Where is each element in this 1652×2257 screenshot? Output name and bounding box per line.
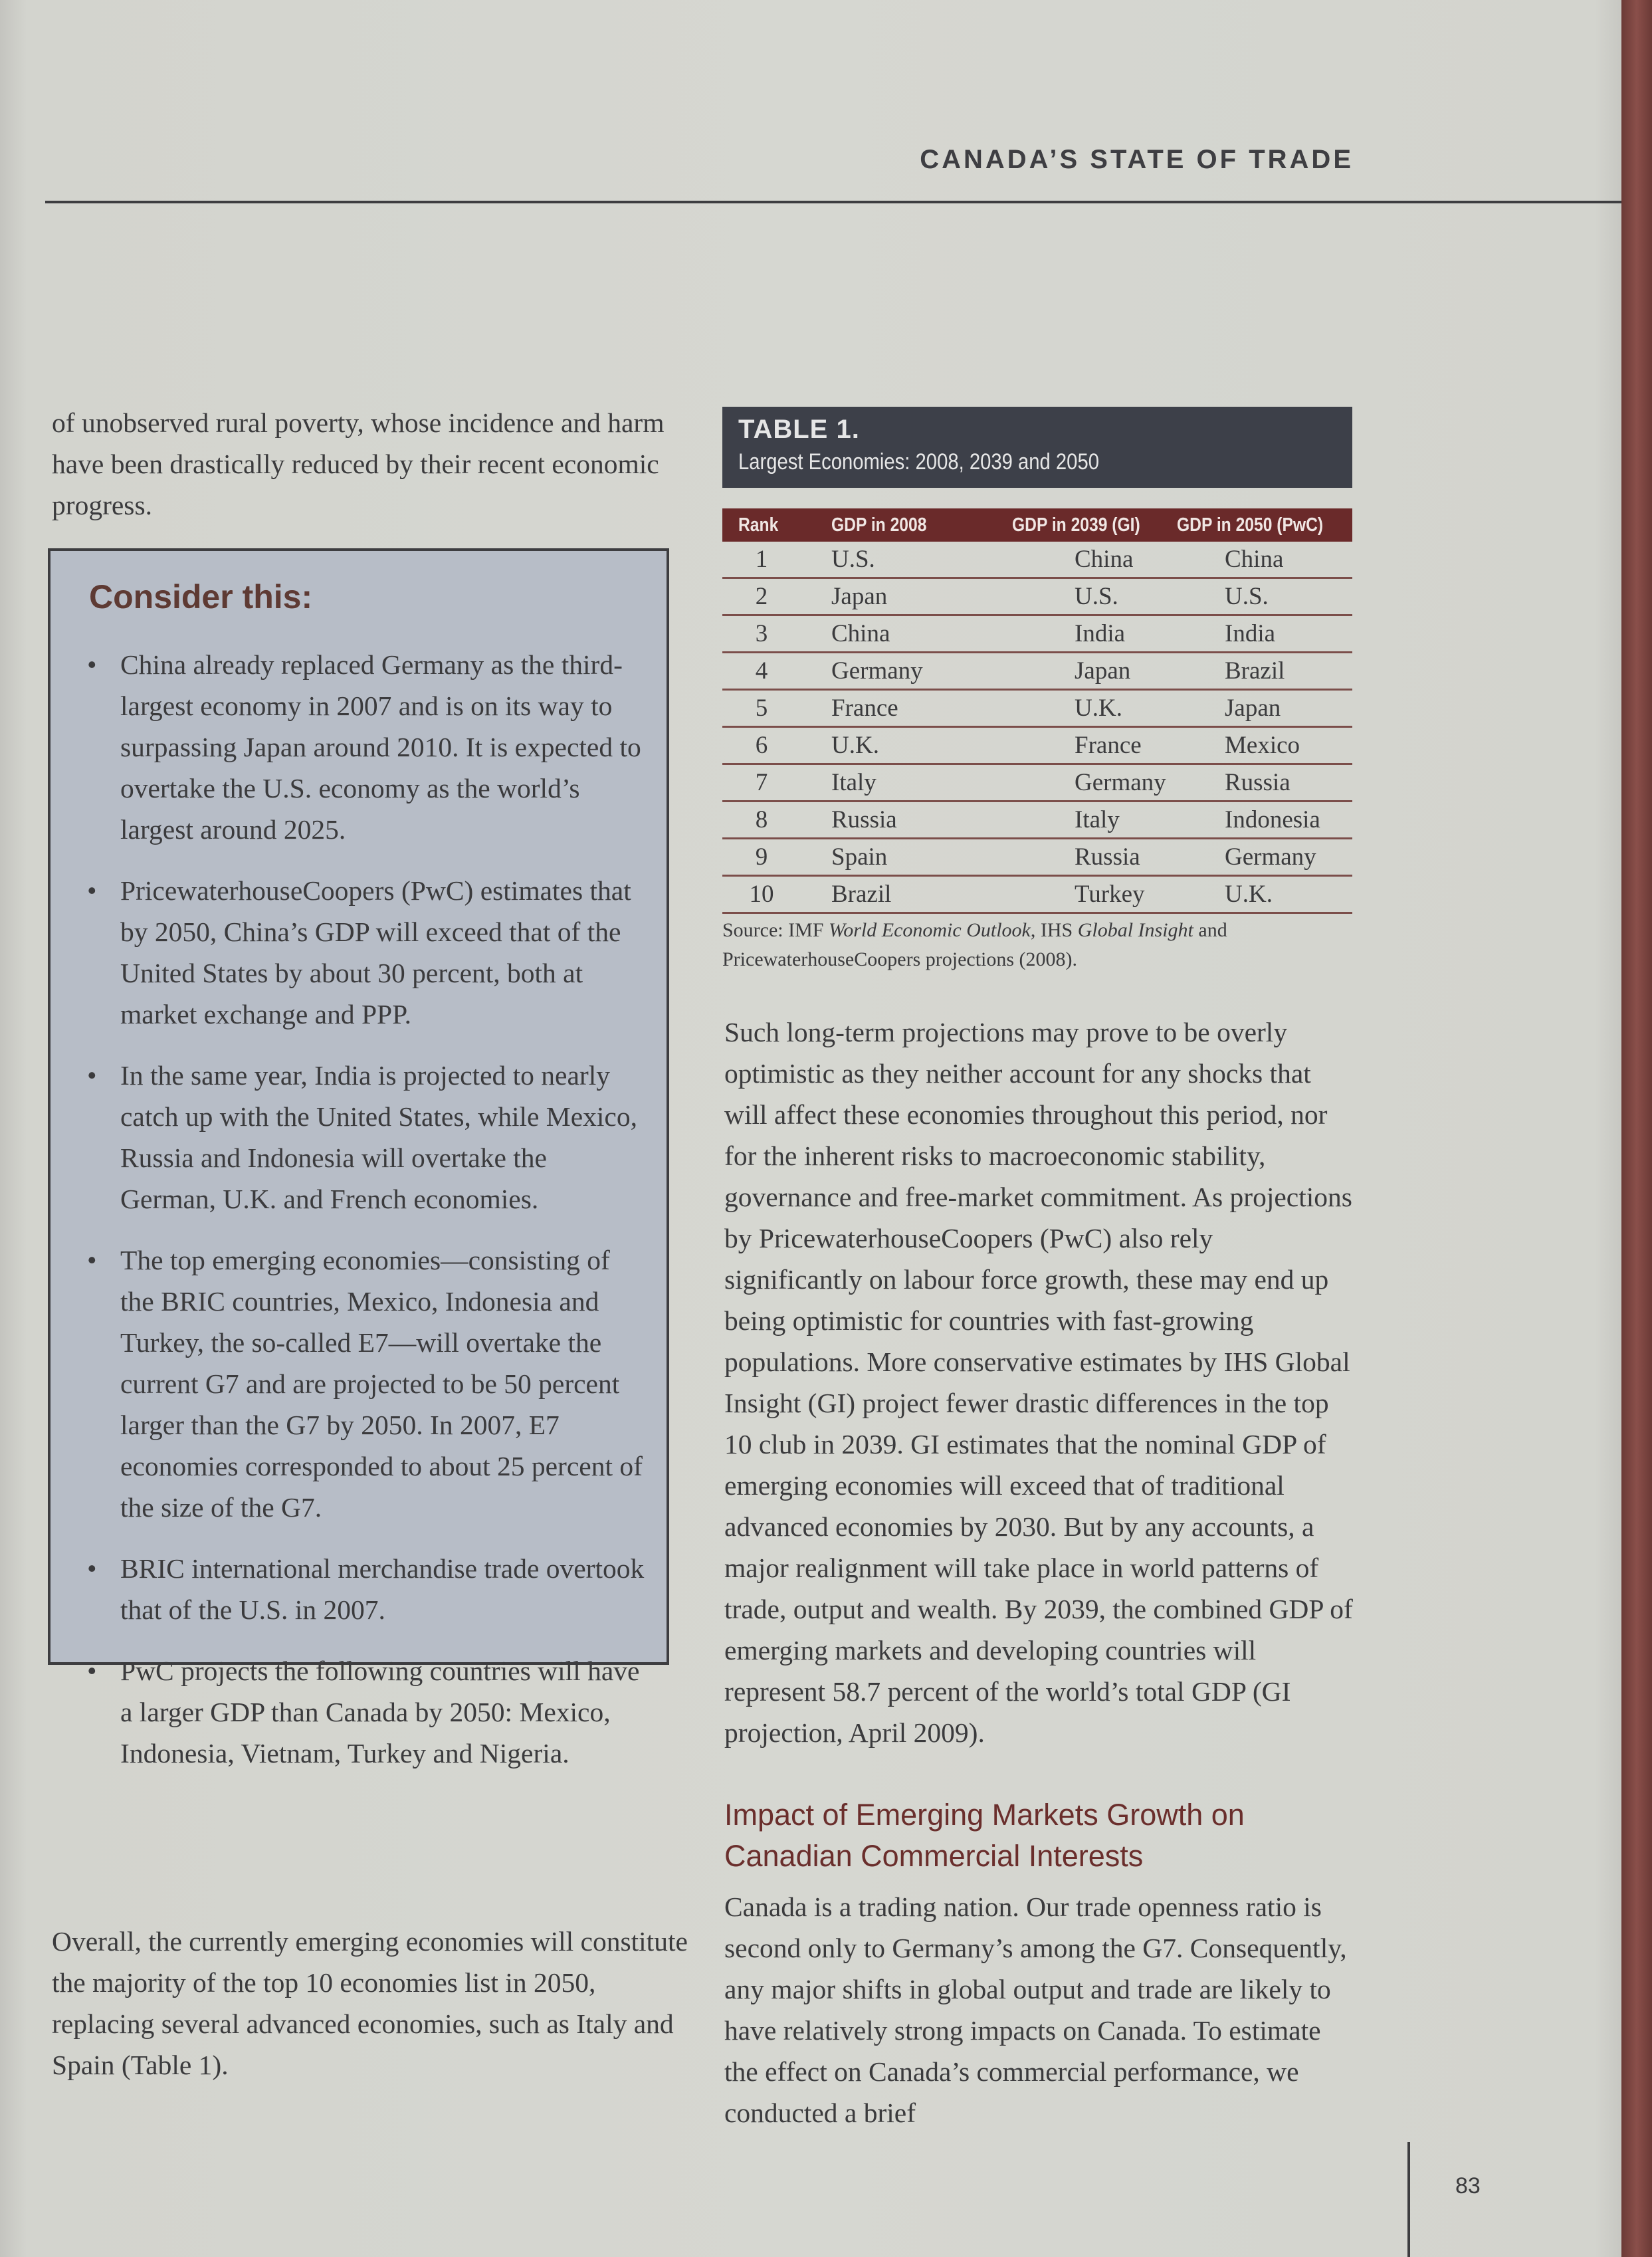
- table-cell: Mexico: [1172, 727, 1352, 764]
- table-row: [722, 542, 1352, 578]
- left-intro-paragraph: of unobserved rural poverty, whose incidence and harm have been drastically reduced by their recent economic progress.: [52, 407, 665, 520]
- table-cell: 7: [722, 764, 801, 802]
- list-item: • BRIC international merchandise trade overtook that of the U.S. in 2007.: [87, 1548, 645, 1630]
- table-cell: China: [991, 542, 1172, 578]
- right-paragraph-2: Canada is a trading nation. Our trade openness ratio is second only to Germany’s among the G7. Consequently, any major shifts in global output and trade are likely to have relatively strong impacts on Canada. To estimate the effect on Canada’s commercial performance, we conducted a brief: [724, 1891, 1347, 2128]
- section-heading: Impact of Emerging Markets Growth on Canadian Commercial Interests: [724, 1798, 1245, 1873]
- table-cell: 2: [722, 578, 801, 615]
- table-row: [722, 764, 1352, 802]
- table-cell: U.S.: [1172, 578, 1352, 615]
- column-header-gdp-2008: GDP in 2008: [801, 508, 991, 542]
- table-row: [722, 615, 1352, 653]
- table-cell: Italy: [801, 764, 991, 802]
- table-cell: 6: [722, 727, 801, 764]
- table-row: [722, 839, 1352, 876]
- table-cell: 9: [722, 839, 801, 876]
- table-cell: France: [801, 690, 991, 727]
- header-rule: [45, 201, 1621, 203]
- table-cell: 4: [722, 653, 801, 690]
- running-head: CANADA’S STATE OF TRADE: [920, 145, 1354, 174]
- table-cell: Germany: [1172, 839, 1352, 876]
- table-cell: Brazil: [1172, 653, 1352, 690]
- table-row: [722, 690, 1352, 727]
- list-item: • China already replaced Germany as the third-largest economy in 2007 and is on its way to surpassing Japan around 2010. It is expected to overtake the U.S. economy as the world’s largest around 2025.: [87, 644, 645, 850]
- list-item: • The top emerging economies—consisting of the BRIC countries, Mexico, Indonesia and Turkey, the so-called E7—will overtake the current G7 and are projected to be 50 percent larger than the G7 by 2050. In 2007, E7 economies corresponded to about 25 percent of the size of the G7.: [87, 1239, 645, 1528]
- table-cell: China: [801, 615, 991, 653]
- table-cell: France: [991, 727, 1172, 764]
- table-cell: U.S.: [801, 542, 991, 578]
- table-cell: India: [991, 615, 1172, 653]
- table-banner: [722, 407, 1352, 488]
- table-row: [722, 727, 1352, 764]
- table-cell: U.K.: [1172, 876, 1352, 913]
- table-row: [722, 578, 1352, 615]
- table-cell: U.K.: [801, 727, 991, 764]
- table-cell: 8: [722, 802, 801, 839]
- page-number: 83: [1455, 2173, 1481, 2199]
- table-cell: Japan: [801, 578, 991, 615]
- table-row: [722, 802, 1352, 839]
- column-header-gdp-2039: GDP in 2039 (GI): [991, 508, 1172, 542]
- table-cell: Germany: [801, 653, 991, 690]
- table-label: TABLE 1.: [738, 415, 860, 444]
- table-cell: Russia: [991, 839, 1172, 876]
- footer-rule: [1407, 2142, 1410, 2257]
- table-row: [722, 876, 1352, 913]
- table-cell: U.K.: [991, 690, 1172, 727]
- right-paragraph-1: Such long-term projections may prove to be overly optimistic as they neither account for any shocks that will affect these economies throughout this period, nor for the inherent risks to macroeconomic stability, governance and free-market commitment. As projections by PricewaterhouseCoopers (PwC) also rely significantly on labour force growth, these may end up being optimistic for countries with fast-growing populations. More conservative estimates by IHS Global Insight (GI) project fewer drastic differences in the top 10 club in 2039. GI estimates that the nominal GDP of emerging economies will exceed that of traditional advanced economies by 2030. But by any accounts, a major realignment will take place in world patterns of trade, output and wealth. By 2039, the combined GDP of emerging markets and developing countries will represent 58.7 percent of the world’s total GDP (GI projection, April 2009).: [724, 1017, 1353, 1748]
- largest-economies-table: [722, 508, 1352, 914]
- list-item: • PwC projects the following countries will have a larger GDP than Canada by 2050: Mexico, Indonesia, Vietnam, Turkey and Nigeria.: [87, 1650, 645, 1774]
- consider-this-box: [48, 548, 669, 1769]
- table-cell: China: [1172, 542, 1352, 578]
- table-source-note: Source: IMF World Economic Outlook, IHS Global Insight and PricewaterhouseCoopers projections (2008).: [722, 919, 1227, 970]
- table-cell: Indonesia: [1172, 802, 1352, 839]
- table-cell: Spain: [801, 839, 991, 876]
- book-spine-edge: [1621, 0, 1652, 2257]
- table-cell: U.S.: [991, 578, 1172, 615]
- table-cell: Japan: [991, 653, 1172, 690]
- table-cell: Turkey: [991, 876, 1172, 913]
- table-body: [722, 542, 1352, 913]
- table-cell: 3: [722, 615, 801, 653]
- table-cell: Italy: [991, 802, 1172, 839]
- table-cell: Brazil: [801, 876, 991, 913]
- left-outro-paragraph: Overall, the currently emerging economies will constitute the majority of the top 10 economies list in 2050, replacing several advanced economies, such as Italy and Spain (Table 1).: [52, 1926, 688, 2080]
- table-cell: India: [1172, 615, 1352, 653]
- table-caption: Largest Economies: 2008, 2039 and 2050: [738, 449, 1099, 475]
- consider-this-list: [87, 644, 645, 1794]
- column-header-gdp-2050: GDP in 2050 (PwC): [1172, 508, 1352, 542]
- table-cell: Russia: [1172, 764, 1352, 802]
- table-cell: 1: [722, 542, 801, 578]
- table-header-row: [722, 508, 1352, 542]
- list-item: • In the same year, India is projected to nearly catch up with the United States, while Mexico, Russia and Indonesia will overtake the German, U.K. and French economies.: [87, 1055, 645, 1220]
- table-row: [722, 653, 1352, 690]
- list-item: • PricewaterhouseCoopers (PwC) estimates that by 2050, China’s GDP will exceed that of the United States by about 30 percent, both at market exchange and PPP.: [87, 870, 645, 1035]
- table-cell: Japan: [1172, 690, 1352, 727]
- consider-this-title: Consider this:: [89, 578, 313, 615]
- table-cell: Germany: [991, 764, 1172, 802]
- column-header-rank: Rank: [722, 508, 801, 542]
- table-cell: Russia: [801, 802, 991, 839]
- table-cell: 5: [722, 690, 801, 727]
- table-cell: 10: [722, 876, 801, 913]
